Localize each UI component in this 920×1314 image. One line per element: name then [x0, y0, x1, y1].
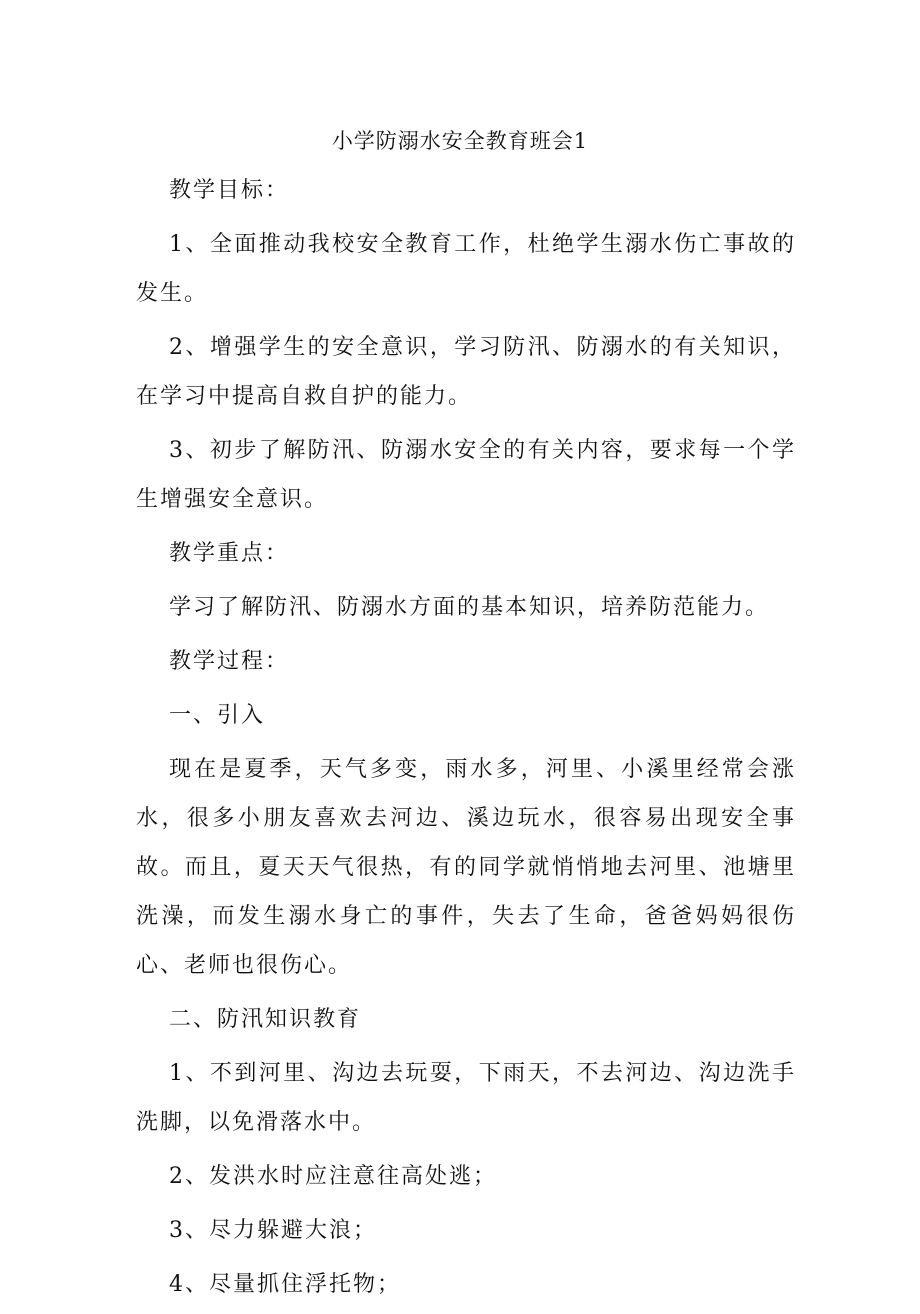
flood-item-3: 3、尽力躲避大浪； [169, 1218, 377, 1243]
document-body [136, 166, 796, 1314]
focus-paragraph: 学习了解防汛、防溺水方面的基本知识，培养防范能力。 [169, 595, 770, 620]
introduction-paragraph: 现在是夏季，天气多变，雨水多，河里、小溪里经常会涨水，很多小朋友喜欢去河边、溪边玩水，很容易出现安全事故。而且，夏天天气很热，有的同学就悄悄地去河里、池塘里洗澡，而发生溺水身亡的事件，失去了生命，爸爸妈妈很伤心、老师也很伤心。 [136, 757, 796, 978]
flood-item-1: 1、不到河里、沟边去玩耍，下雨天，不去河边、沟边洗手洗脚，以免滑落水中。 [136, 1061, 796, 1135]
subheading-introduction: 一、引入 [169, 703, 266, 728]
subheading-flood-knowledge: 二、防汛知识教育 [169, 1007, 362, 1032]
section-heading-teaching-focus: 教学重点： [169, 541, 290, 566]
goal-item-2: 2、增强学生的安全意识，学习防汛、防溺水的有关知识，在学习中提高自救自护的能力。 [136, 335, 796, 409]
section-heading-teaching-goals: 教学目标： [169, 178, 290, 203]
goal-item-1: 1、全面推动我校安全教育工作，杜绝学生溺水伤亡事故的发生。 [136, 232, 796, 306]
flood-item-4: 4、尽量抓住浮托物； [169, 1272, 401, 1297]
goal-item-3: 3、初步了解防汛、防溺水安全的有关内容，要求每一个学生增强安全意识。 [136, 438, 796, 512]
section-heading-teaching-process: 教学过程： [169, 649, 290, 674]
flood-item-2: 2、发洪水时应注意往高处逃； [169, 1164, 497, 1189]
document-title: 小学防溺水安全教育班会1 [331, 129, 589, 153]
